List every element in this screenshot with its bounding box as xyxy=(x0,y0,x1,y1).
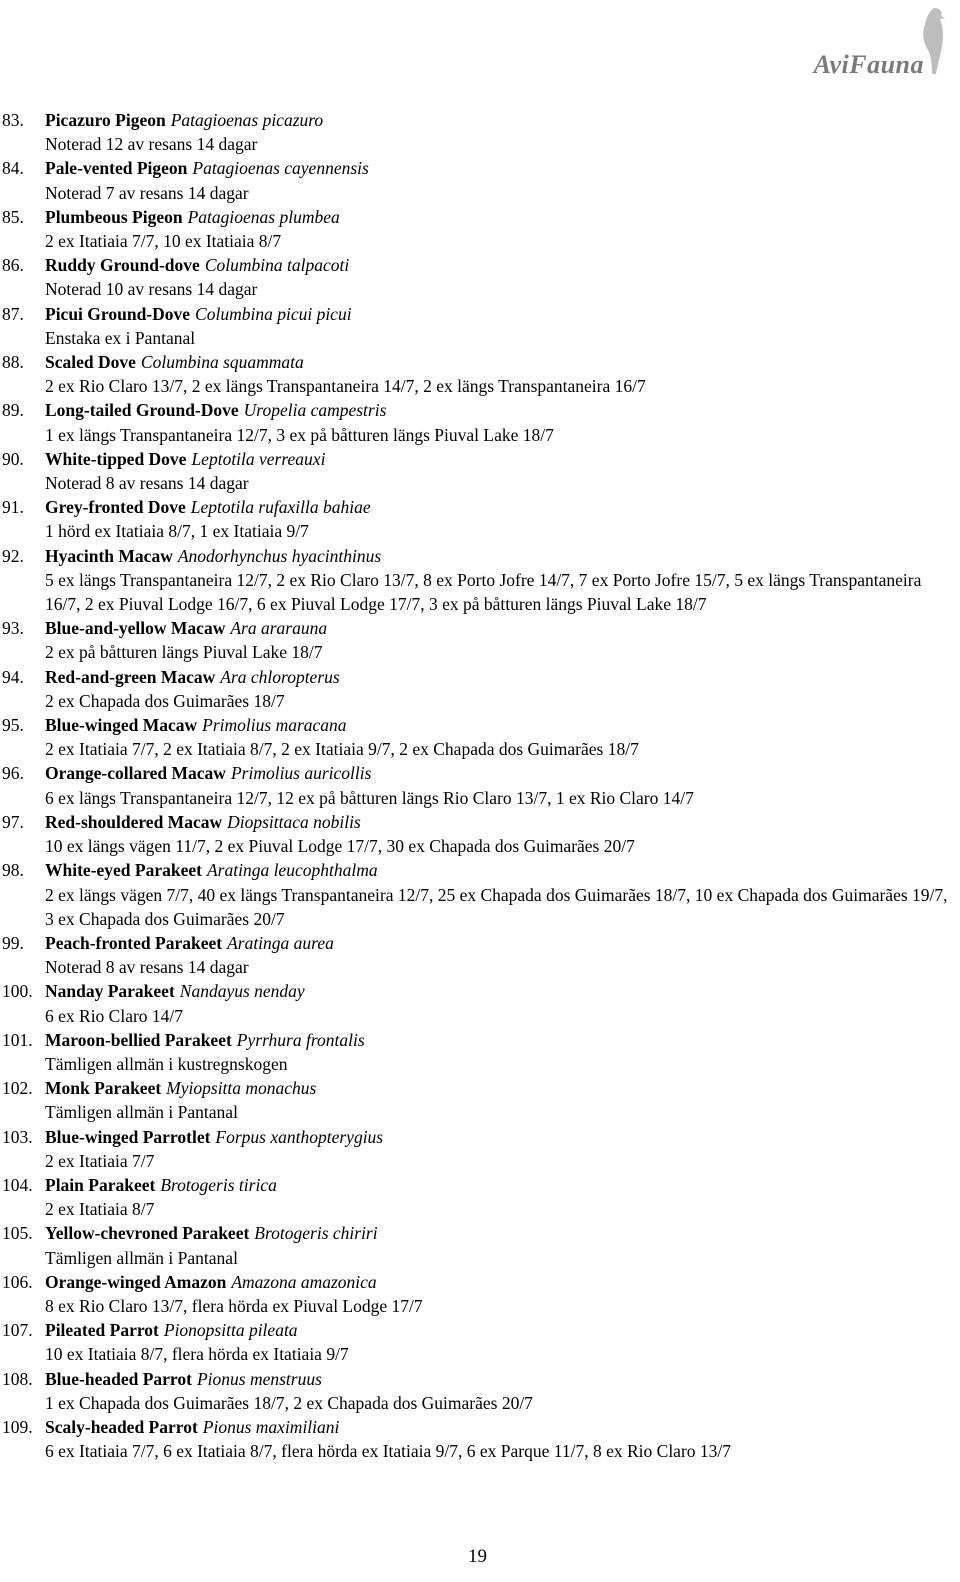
scientific-name: Columbina picui picui xyxy=(195,303,352,324)
scientific-name: Ara chloropterus xyxy=(220,666,340,687)
species-entry xyxy=(0,1221,955,1269)
species-entry xyxy=(0,156,955,204)
common-name: Nanday Parakeet xyxy=(45,981,175,1002)
observation-note: 1 ex längs Transpantaneira 12/7, 3 ex på båtturen längs Piuval Lake 18/7 xyxy=(45,424,554,445)
observation-note: 2 ex Chapada dos Guimarães 18/7 xyxy=(45,690,285,711)
entry-number: 100. xyxy=(2,981,33,1002)
entry-number: 87. xyxy=(2,303,24,324)
common-name: Blue-headed Parrot xyxy=(45,1368,192,1389)
observation-note: 2 ex Itatiaia 7/7 xyxy=(45,1150,155,1171)
scientific-name: Columbina squammata xyxy=(140,352,304,373)
observation-note: 2 ex på båtturen längs Piuval Lake 18/7 xyxy=(45,642,323,663)
species-entry xyxy=(0,544,955,617)
entry-number: 89. xyxy=(2,400,24,421)
species-entry xyxy=(0,1318,955,1366)
entry-number: 97. xyxy=(2,811,24,832)
species-entry xyxy=(0,108,955,156)
scientific-name: Pionus maximiliani xyxy=(202,1416,340,1437)
observation-note: 2 ex Itatiaia 7/7, 10 ex Itatiaia 8/7 xyxy=(45,231,282,252)
species-heading xyxy=(0,1367,955,1391)
species-entry xyxy=(0,979,955,1027)
species-entry xyxy=(0,713,955,761)
species-heading xyxy=(0,1076,955,1100)
entry-number: 96. xyxy=(2,763,24,784)
observation-note: 2 ex längs vägen 7/7, 40 ex längs Transpantaneira 12/7, 25 ex Chapada dos Guimarães 18/7, 10 ex Chapada dos Guimarães 19/7, 3 ex Chapada dos Guimarães 20/7 xyxy=(45,884,948,929)
entry-number: 94. xyxy=(2,666,24,687)
scientific-name: Amazona amazonica xyxy=(231,1271,377,1292)
species-heading xyxy=(0,398,955,422)
scientific-name: Brotogeris tirica xyxy=(160,1174,277,1195)
entry-number: 103. xyxy=(2,1126,33,1147)
species-entry xyxy=(0,205,955,253)
observation-note: 6 ex längs Transpantaneira 12/7, 12 ex på båtturen längs Rio Claro 13/7, 1 ex Rio Claro 14/7 xyxy=(45,787,694,808)
species-entry xyxy=(0,398,955,446)
scientific-name: Forpus xanthopterygius xyxy=(215,1126,384,1147)
species-entry xyxy=(0,665,955,713)
species-heading xyxy=(0,1125,955,1149)
entry-number: 93. xyxy=(2,618,24,639)
species-entry xyxy=(0,447,955,495)
common-name: Pale-vented Pigeon xyxy=(45,158,188,179)
species-entry xyxy=(0,495,955,543)
observation-note: Noterad 8 av resans 14 dagar xyxy=(45,957,249,978)
entry-number: 108. xyxy=(2,1368,33,1389)
species-heading xyxy=(0,1173,955,1197)
observation-note: 8 ex Rio Claro 13/7, flera hörda ex Piuval Lodge 17/7 xyxy=(45,1295,423,1316)
common-name: Plumbeous Pigeon xyxy=(45,206,183,227)
common-name: Picui Ground-Dove xyxy=(45,303,191,324)
entry-number: 99. xyxy=(2,932,24,953)
species-heading xyxy=(0,858,955,882)
common-name: Orange-collared Macaw xyxy=(45,763,226,784)
scientific-name: Brotogeris chiriri xyxy=(254,1223,378,1244)
entry-number: 98. xyxy=(2,860,24,881)
observation-note: Noterad 8 av resans 14 dagar xyxy=(45,473,249,494)
observation-note: 6 ex Rio Claro 14/7 xyxy=(45,1005,184,1026)
scientific-name: Pionus menstruus xyxy=(196,1368,322,1389)
entry-number: 106. xyxy=(2,1271,33,1292)
common-name: Maroon-bellied Parakeet xyxy=(45,1029,232,1050)
scientific-name: Aratinga aurea xyxy=(227,932,334,953)
common-name: Scaled Dove xyxy=(45,352,136,373)
species-heading xyxy=(0,156,955,180)
entry-number: 105. xyxy=(2,1223,33,1244)
species-heading xyxy=(0,979,955,1003)
scientific-name: Pionopsitta pileata xyxy=(163,1320,298,1341)
species-entry xyxy=(0,858,955,931)
species-heading xyxy=(0,544,955,568)
common-name: Blue-winged Parrotlet xyxy=(45,1126,211,1147)
species-entry xyxy=(0,616,955,664)
entry-number: 95. xyxy=(2,715,24,736)
scientific-name: Leptotila verreauxi xyxy=(191,448,326,469)
observation-note: 10 ex Itatiaia 8/7, flera hörda ex Itatiaia 9/7 xyxy=(45,1344,349,1365)
species-heading xyxy=(0,665,955,689)
common-name: Red-and-green Macaw xyxy=(45,666,216,687)
common-name: White-eyed Parakeet xyxy=(45,860,202,881)
observation-note: 2 ex Rio Claro 13/7, 2 ex längs Transpantaneira 14/7, 2 ex längs Transpantaneira 16/7 xyxy=(45,376,646,397)
observation-note: Noterad 7 av resans 14 dagar xyxy=(45,182,249,203)
species-heading xyxy=(0,1221,955,1245)
species-heading xyxy=(0,447,955,471)
observation-note: Tämligen allmän i Pantanal xyxy=(45,1247,238,1268)
species-heading xyxy=(0,1415,955,1439)
entry-number: 88. xyxy=(2,352,24,373)
entry-number: 83. xyxy=(2,110,24,130)
entry-number: 91. xyxy=(2,497,24,518)
species-entry xyxy=(0,302,955,350)
observation-note: Noterad 10 av resans 14 dagar xyxy=(45,279,258,300)
species-entry xyxy=(0,810,955,858)
observation-note: Tämligen allmän i Pantanal xyxy=(45,1102,238,1123)
species-entry xyxy=(0,1367,955,1415)
observation-note: Tämligen allmän i kustregnskogen xyxy=(45,1053,288,1074)
species-heading xyxy=(0,205,955,229)
common-name: Plain Parakeet xyxy=(45,1174,156,1195)
scientific-name: Pyrrhura frontalis xyxy=(236,1029,365,1050)
scientific-name: Patagioenas picazuro xyxy=(170,110,324,130)
entry-number: 109. xyxy=(2,1416,33,1437)
entry-number: 107. xyxy=(2,1320,33,1341)
observation-note: 1 hörd ex Itatiaia 8/7, 1 ex Itatiaia 9/7 xyxy=(45,521,309,542)
species-entry xyxy=(0,1173,955,1221)
species-heading xyxy=(0,495,955,519)
entry-number: 104. xyxy=(2,1174,33,1195)
observation-note: 6 ex Itatiaia 7/7, 6 ex Itatiaia 8/7, flera hörda ex Itatiaia 9/7, 6 ex Parque 11/7, 8 ex Rio Claro 13/7 xyxy=(45,1441,732,1462)
observation-note: 2 ex Itatiaia 8/7 xyxy=(45,1199,155,1220)
species-entry xyxy=(0,350,955,398)
species-heading xyxy=(0,810,955,834)
scientific-name: Patagioenas plumbea xyxy=(187,206,340,227)
species-heading xyxy=(0,302,955,326)
scientific-name: Myiopsitta monachus xyxy=(166,1078,317,1099)
species-entry xyxy=(0,1415,955,1463)
scientific-name: Uropelia campestris xyxy=(243,400,387,421)
scientific-name: Anodorhynchus hyacinthinus xyxy=(177,545,382,566)
species-heading xyxy=(0,616,955,640)
common-name: Pileated Parrot xyxy=(45,1320,159,1341)
species-entry xyxy=(0,1028,955,1076)
scientific-name: Primolius maracana xyxy=(202,715,347,736)
entry-number: 84. xyxy=(2,158,24,179)
common-name: Blue-winged Macaw xyxy=(45,715,198,736)
species-list xyxy=(0,108,955,1463)
common-name: Ruddy Ground-dove xyxy=(45,255,200,276)
scientific-name: Nandayus nenday xyxy=(179,981,305,1002)
common-name: Blue-and-yellow Macaw xyxy=(45,618,226,639)
entry-number: 102. xyxy=(2,1078,33,1099)
entry-number: 92. xyxy=(2,545,24,566)
common-name: Hyacinth Macaw xyxy=(45,545,173,566)
scientific-name: Diopsittaca nobilis xyxy=(227,811,361,832)
common-name: Peach-fronted Parakeet xyxy=(45,932,223,953)
scientific-name: Primolius auricollis xyxy=(230,763,372,784)
entry-number: 101. xyxy=(2,1029,33,1050)
common-name: Monk Parakeet xyxy=(45,1078,162,1099)
avifauna-logo xyxy=(750,6,950,79)
species-entry xyxy=(0,1076,955,1124)
observation-note: 10 ex längs vägen 11/7, 2 ex Piuval Lodge 17/7, 30 ex Chapada dos Guimarães 20/7 xyxy=(45,836,635,857)
observation-note: 2 ex Itatiaia 7/7, 2 ex Itatiaia 8/7, 2 ex Itatiaia 9/7, 2 ex Chapada dos Guimarães 18/7 xyxy=(45,739,639,760)
scientific-name: Aratinga leucophthalma xyxy=(206,860,378,881)
species-entry xyxy=(0,761,955,809)
entry-number: 86. xyxy=(2,255,24,276)
common-name: Orange-winged Amazon xyxy=(45,1271,227,1292)
common-name: Grey-fronted Dove xyxy=(45,497,186,518)
observation-note: 5 ex längs Transpantaneira 12/7, 2 ex Rio Claro 13/7, 8 ex Porto Jofre 14/7, 7 ex Porto Jofre 15/7, 5 ex längs Transpantaneira 16/7, 2 ex Piuval Lodge 16/7, 6 ex Piuval Lodge 17/7, 3 ex på båtturen längs Piuval Lake 18/7 xyxy=(45,569,922,615)
species-heading xyxy=(0,713,955,737)
observation-note: Enstaka ex i Pantanal xyxy=(45,327,196,348)
species-entry xyxy=(0,931,955,979)
scientific-name: Ara ararauna xyxy=(230,618,328,639)
scientific-name: Leptotila rufaxilla bahiae xyxy=(190,497,371,518)
species-heading xyxy=(0,1270,955,1294)
species-heading xyxy=(0,931,955,955)
species-heading xyxy=(0,108,955,132)
observation-note: Noterad 12 av resans 14 dagar xyxy=(45,134,258,155)
scientific-name: Columbina talpacoti xyxy=(204,255,350,276)
common-name: Red-shouldered Macaw xyxy=(45,811,223,832)
species-heading xyxy=(0,350,955,374)
species-heading xyxy=(0,1318,955,1342)
species-entry xyxy=(0,1125,955,1173)
common-name: Yellow-chevroned Parakeet xyxy=(45,1223,250,1244)
species-entry xyxy=(0,253,955,301)
entry-number: 85. xyxy=(2,206,24,227)
common-name: White-tipped Dove xyxy=(45,448,187,469)
common-name: Picazuro Pigeon xyxy=(45,110,166,130)
common-name: Scaly-headed Parrot xyxy=(45,1416,198,1437)
species-heading xyxy=(0,253,955,277)
species-heading xyxy=(0,1028,955,1052)
logo-wordmark: AviFauna xyxy=(813,50,924,79)
common-name: Long-tailed Ground-Dove xyxy=(45,400,239,421)
observation-note: 1 ex Chapada dos Guimarães 18/7, 2 ex Chapada dos Guimarães 20/7 xyxy=(45,1392,533,1413)
species-entry xyxy=(0,1270,955,1318)
scientific-name: Patagioenas cayennensis xyxy=(192,158,369,179)
species-heading xyxy=(0,761,955,785)
entry-number: 90. xyxy=(2,448,24,469)
page-number: 19 xyxy=(468,1546,487,1567)
